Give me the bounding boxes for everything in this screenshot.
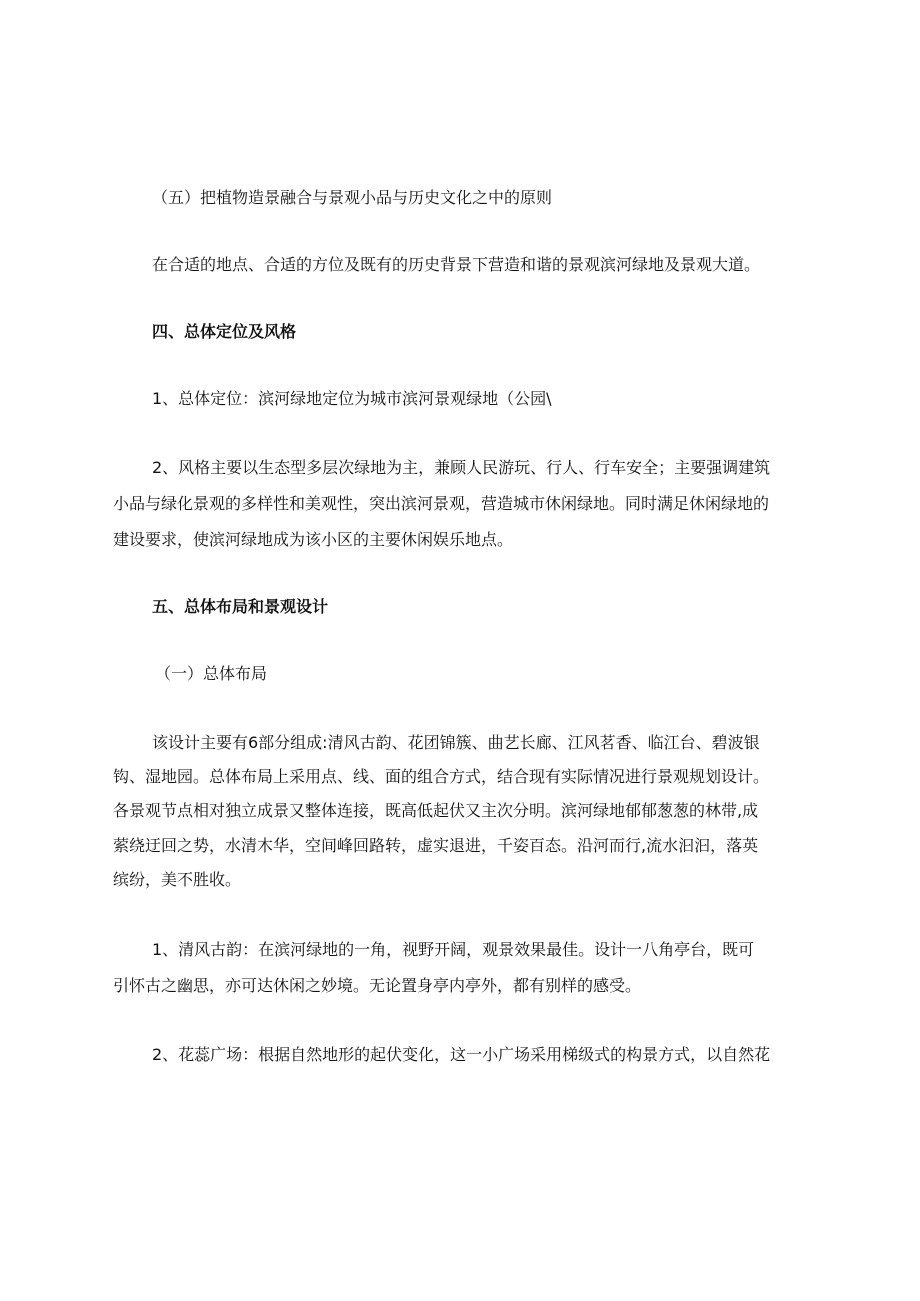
section-5-sub1-para-line-5: 缤纷，美不胜收。 bbox=[113, 870, 242, 889]
section-4-item-2-line-2: 小品与绿化景观的多样性和美观性，突出滨河景观，营造城市休闲绿地。同时满足休闲绿地的 bbox=[113, 494, 770, 513]
section-4-item-1: 1、总体定位：滨河绿地定位为城市滨河景观绿地（公园\ bbox=[152, 389, 552, 408]
section-5-sub1-para-line-1: 该设计主要有6部分组成:清风古韵、花团锦簇、曲艺长廊、江风茗香、临江台、碧波银 bbox=[152, 733, 760, 752]
section-5-sub1-para-line-4: 萦绕迂回之势，水清木华，空间峰回路转，虚实退进，千姿百态。沿河而行,流水汩汩，落英 bbox=[113, 836, 759, 855]
section-5-principle-heading: （五）把植物造景融合与景观小品与历史文化之中的原则 bbox=[152, 188, 553, 207]
section-5-sub1-para-line-3: 各景观节点相对独立成景又整体连接，既高低起伏又主次分明。滨河绿地郁郁葱葱的林带,成 bbox=[113, 801, 759, 820]
section-5-sub1-para-line-2: 钩、湿地园。总体布局上采用点、线、面的组合方式，结合现有实际情况进行景观规划设计。 bbox=[113, 767, 770, 786]
item-huarui-line-1: 2、花蕊广场：根据自然地形的起伏变化，这一小广场采用梯级式的构景方式，以自然花 bbox=[152, 1045, 771, 1064]
item-qingfeng-line-2: 引怀古之幽思，亦可达休闲之妙境。无论置身亭内亭外，都有别样的感受。 bbox=[113, 976, 642, 995]
section-5-principle-text: 在合适的地点、合适的方位及既有的历史背景下营造和谐的景观滨河绿地及景观大道。 bbox=[152, 255, 761, 274]
section-4-item-2-line-1: 2、风格主要以生态型多层次绿地为主，兼顾人民游玩、行人、行车安全；主要强调建筑 bbox=[152, 458, 771, 477]
section-4-item-2-line-3: 建设要求，使滨河绿地成为该小区的主要休闲娱乐地点。 bbox=[113, 530, 514, 549]
section-4-heading: 四、总体定位及风格 bbox=[152, 322, 297, 341]
section-5-heading: 五、总体布局和景观设计 bbox=[152, 597, 329, 616]
section-5-sub1-heading: （一）总体布局 bbox=[155, 664, 268, 683]
item-qingfeng-line-1: 1、清风古韵：在滨河绿地的一角，视野开阔，观景效果最佳。设计一八角亭台，既可 bbox=[152, 940, 755, 959]
